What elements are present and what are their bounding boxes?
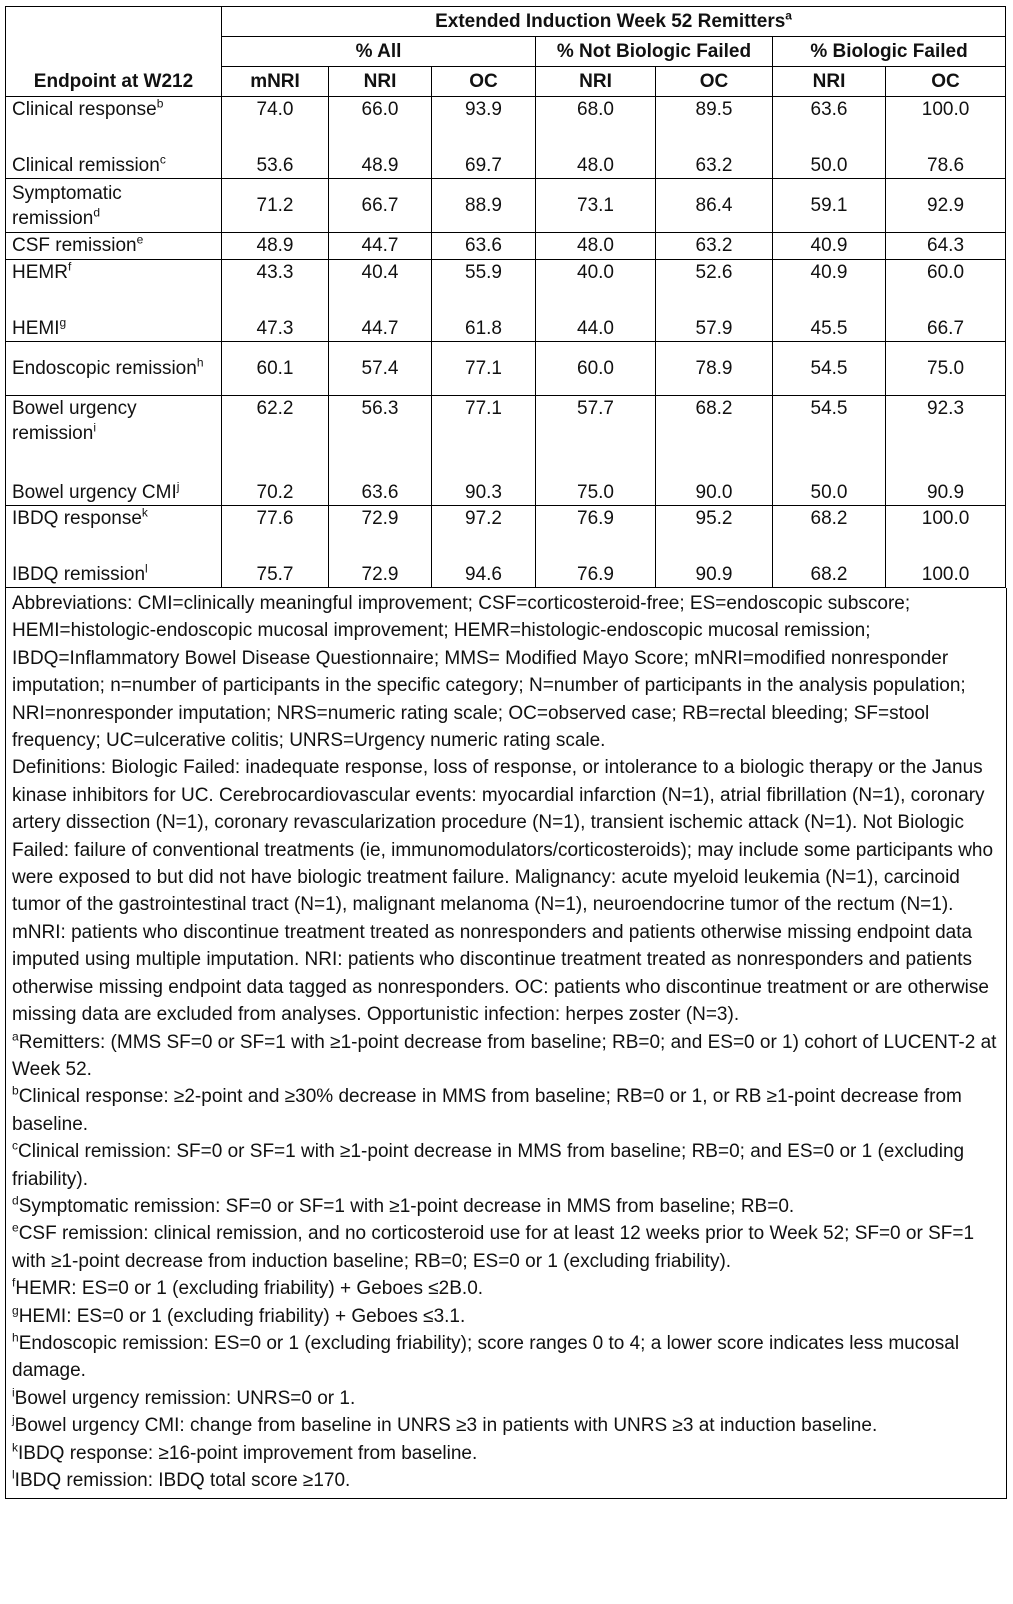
endpoint-label: Clinical remission$^c$ xyxy=(6,152,222,179)
endpoint-label: IBDQ remission$^l$ xyxy=(6,561,222,588)
endpoint-label: IBDQ response$^k$ xyxy=(6,506,222,561)
value-cell: 55.9 xyxy=(432,260,536,315)
value-cell: 62.2 xyxy=(222,396,329,479)
value-cell: 90.3 xyxy=(432,479,536,506)
value-cell: 90.0 xyxy=(656,479,773,506)
value-cell: 100.0 xyxy=(886,561,1006,588)
column-header: OC xyxy=(886,67,1006,97)
value-cell: 57.7 xyxy=(536,396,656,479)
value-cell: 50.0 xyxy=(773,152,886,179)
table-row xyxy=(6,233,1006,260)
value-cell: 48.9 xyxy=(329,152,432,179)
table-row xyxy=(6,97,1006,152)
value-cell: 48.9 xyxy=(222,233,329,260)
value-cell: 86.4 xyxy=(656,179,773,233)
table-row xyxy=(6,479,1006,506)
endpoint-label: CSF remission$^e$ xyxy=(6,233,222,260)
value-cell: 100.0 xyxy=(886,506,1006,561)
endpoint-label: HEMR$^f$ xyxy=(6,260,222,315)
value-cell: 60.0 xyxy=(886,260,1006,315)
value-cell: 75.0 xyxy=(536,479,656,506)
table-body xyxy=(6,97,1006,588)
value-cell: 60.0 xyxy=(536,342,656,396)
footnotes-list xyxy=(12,1029,1000,1495)
value-cell: 63.2 xyxy=(656,233,773,260)
value-cell: 68.2 xyxy=(773,506,886,561)
value-cell: 52.6 xyxy=(656,260,773,315)
endpoint-header: Endpoint at W212 xyxy=(6,7,222,97)
footnote: $^a$Remitters: (MMS SF=0 or SF=1 with ≥1-point decrease from baseline; RB=0; and ES=0 or 1) cohort of LUCENT-2 at Week 52. xyxy=(12,1029,997,1080)
value-cell: 66.7 xyxy=(886,315,1006,342)
table-row xyxy=(6,179,1006,233)
value-cell: 44.7 xyxy=(329,315,432,342)
endpoint-label: HEMI$^g$ xyxy=(6,315,222,342)
header-row-group xyxy=(6,7,1006,37)
value-cell: 40.9 xyxy=(773,233,886,260)
table-row xyxy=(6,315,1006,342)
value-cell: 89.5 xyxy=(656,97,773,152)
value-cell: 44.0 xyxy=(536,315,656,342)
value-cell: 50.0 xyxy=(773,479,886,506)
column-header: mNRI xyxy=(222,67,329,97)
endpoint-label: Endoscopic remission$^h$ xyxy=(6,342,222,396)
value-cell: 43.3 xyxy=(222,260,329,315)
value-cell: 76.9 xyxy=(536,506,656,561)
value-cell: 71.2 xyxy=(222,179,329,233)
subgroup-all-header: % All xyxy=(222,37,536,67)
value-cell: 75.7 xyxy=(222,561,329,588)
endpoint-label: Clinical response$^b$ xyxy=(6,97,222,152)
footnote: $^j$Bowel urgency CMI: change from baseline in UNRS ≥3 in patients with UNRS ≥3 at induction baseline. xyxy=(12,1412,878,1437)
value-cell: 57.4 xyxy=(329,342,432,396)
value-cell: 47.3 xyxy=(222,315,329,342)
value-cell: 68.0 xyxy=(536,97,656,152)
value-cell: 53.6 xyxy=(222,152,329,179)
table-notes xyxy=(5,588,1007,1499)
subgroup-not-biologic-failed-header: % Not Biologic Failed xyxy=(536,37,773,67)
abbreviations-note: Abbreviations: CMI=clinically meaningful improvement; CSF=corticosteroid-free; ES=endoscopic subscore; HEMI=histologic-endoscopic mucosal improvement; HEMR=histologic-endoscopic mucosal remission; IBDQ=Inflammatory Bowel Disease Questionnaire; MMS= Modified Mayo Score; mNRI=modified nonresponder imputation; n=number of participants in the specific category; N=number of participants in the analysis population; NRI=nonresponder imputation; NRS=numeric rating scale; OC=observed case; RB=rectal bleeding; SF=stool frequency; UC=ulcerative colitis; UNRS=Urgency numeric rating scale. xyxy=(12,593,966,752)
value-cell: 72.9 xyxy=(329,506,432,561)
value-cell: 68.2 xyxy=(773,561,886,588)
footnote: $^i$Bowel urgency remission: UNRS=0 or 1. xyxy=(12,1385,356,1409)
footnote: $^f$HEMR: ES=0 or 1 (excluding friability) + Geboes ≤2B.0. xyxy=(12,1275,484,1300)
column-header: OC xyxy=(432,67,536,97)
endpoint-label: Symptomatic remission$^d$ xyxy=(6,179,222,233)
value-cell: 63.6 xyxy=(432,233,536,260)
endpoint-label: Bowel urgency CMI$^j$ xyxy=(6,479,222,506)
value-cell: 48.0 xyxy=(536,233,656,260)
value-cell: 95.2 xyxy=(656,506,773,561)
results-table xyxy=(5,6,1006,588)
value-cell: 40.0 xyxy=(536,260,656,315)
value-cell: 77.6 xyxy=(222,506,329,561)
value-cell: 64.3 xyxy=(886,233,1006,260)
value-cell: 59.1 xyxy=(773,179,886,233)
footnote: $^h$Endoscopic remission: ES=0 or 1 (excluding friability); score ranges 0 to 4; a lower score indicates less mucosal damage. xyxy=(12,1330,960,1382)
value-cell: 48.0 xyxy=(536,152,656,179)
table-row xyxy=(6,506,1006,561)
value-cell: 54.5 xyxy=(773,342,886,396)
value-cell: 40.9 xyxy=(773,260,886,315)
footnote: $^g$HEMI: ES=0 or 1 (excluding friability) + Geboes ≤3.1. xyxy=(12,1303,466,1327)
value-cell: 63.2 xyxy=(656,152,773,179)
value-cell: 72.9 xyxy=(329,561,432,588)
table-row xyxy=(6,342,1006,396)
value-cell: 88.9 xyxy=(432,179,536,233)
table-row xyxy=(6,561,1006,588)
value-cell: 100.0 xyxy=(886,97,1006,152)
value-cell: 68.2 xyxy=(656,396,773,479)
column-header: NRI xyxy=(329,67,432,97)
column-header: NRI xyxy=(536,67,656,97)
value-cell: 77.1 xyxy=(432,396,536,479)
footnote: $^d$Symptomatic remission: SF=0 or SF=1 with ≥1-point decrease in MMS from baseline; RB=0. xyxy=(12,1193,795,1217)
table-row xyxy=(6,152,1006,179)
value-cell: 75.0 xyxy=(886,342,1006,396)
value-cell: 78.6 xyxy=(886,152,1006,179)
value-cell: 69.7 xyxy=(432,152,536,179)
value-cell: 92.9 xyxy=(886,179,1006,233)
value-cell: 57.9 xyxy=(656,315,773,342)
value-cell: 77.1 xyxy=(432,342,536,396)
value-cell: 90.9 xyxy=(656,561,773,588)
value-cell: 73.1 xyxy=(536,179,656,233)
value-cell: 94.6 xyxy=(432,561,536,588)
document-page xyxy=(5,6,1005,1499)
group-title-header: Extended Induction Week 52 Remitters$^a$ xyxy=(222,7,1006,37)
footnote: $^e$CSF remission: clinical remission, and no corticosteroid use for at least 12 weeks prior to Week 52; SF=0 or SF=1 with ≥1-point decrease from induction baseline; RB=0; ES=0 or 1 (excluding friability). xyxy=(12,1221,975,1272)
table-row xyxy=(6,396,1006,479)
value-cell: 97.2 xyxy=(432,506,536,561)
footnote: $^c$Clinical remission: SF=0 or SF=1 with ≥1-point decrease in MMS from baseline; RB=0; and ES=0 or 1 (excluding friability). xyxy=(12,1138,965,1190)
value-cell: 56.3 xyxy=(329,396,432,479)
value-cell: 61.8 xyxy=(432,315,536,342)
value-cell: 90.9 xyxy=(886,479,1006,506)
value-cell: 78.9 xyxy=(656,342,773,396)
value-cell: 60.1 xyxy=(222,342,329,396)
value-cell: 40.4 xyxy=(329,260,432,315)
value-cell: 66.0 xyxy=(329,97,432,152)
column-header: NRI xyxy=(773,67,886,97)
value-cell: 76.9 xyxy=(536,561,656,588)
value-cell: 44.7 xyxy=(329,233,432,260)
value-cell: 70.2 xyxy=(222,479,329,506)
value-cell: 74.0 xyxy=(222,97,329,152)
footnote: $^l$IBDQ remission: IBDQ total score ≥170. xyxy=(12,1467,351,1491)
value-cell: 92.3 xyxy=(886,396,1006,479)
table-row xyxy=(6,260,1006,315)
value-cell: 63.6 xyxy=(773,97,886,152)
footnote: $^k$IBDQ response: ≥16-point improvement from baseline. xyxy=(12,1440,478,1464)
value-cell: 54.5 xyxy=(773,396,886,479)
column-header: OC xyxy=(656,67,773,97)
definitions-note: Definitions: Biologic Failed: inadequate response, loss of response, or intolerance to a biologic therapy or the Janus kinase inhibitors for UC. Cerebrocardiovascular events: myocardial infarction (N=1), atrial fibrillation (N=1), coronary artery dissection (N=1), coronary revascularization procedure (N=1), transient ischemic attack (N=1). Not Biologic Failed: failure of conventional treatments (ie, immunomodulators/corticosteroids); may include some participants who were exposed to but did not have biologic treatment failure. Malignancy: acute myeloid leukemia (N=1), carcinoid tumor of the gastrointestinal tract (N=1), malignant melanoma (N=1), neuroendocrine tumor of the rectum (N=1). mNRI: patients who discontinue treatment treated as nonresponders and patients otherwise missing endpoint data imputed using multiple imputation. NRI: patients who discontinue treatment treated as nonresponders and patients otherwise missing endpoint data tagged as nonresponders. OC: patients who discontinue treatment or are otherwise missing data are excluded from analyses. Opportunistic infection: herpes zoster (N=3). xyxy=(12,757,994,1026)
endpoint-label: Bowel urgency remission$^i$ xyxy=(6,396,222,479)
footnote: $^b$Clinical response: ≥2-point and ≥30% decrease in MMS from baseline; RB=0 or 1, or RB ≥1-point decrease from baseline. xyxy=(12,1083,962,1135)
subgroup-biologic-failed-header: % Biologic Failed xyxy=(773,37,1006,67)
value-cell: 45.5 xyxy=(773,315,886,342)
value-cell: 63.6 xyxy=(329,479,432,506)
value-cell: 66.7 xyxy=(329,179,432,233)
value-cell: 93.9 xyxy=(432,97,536,152)
